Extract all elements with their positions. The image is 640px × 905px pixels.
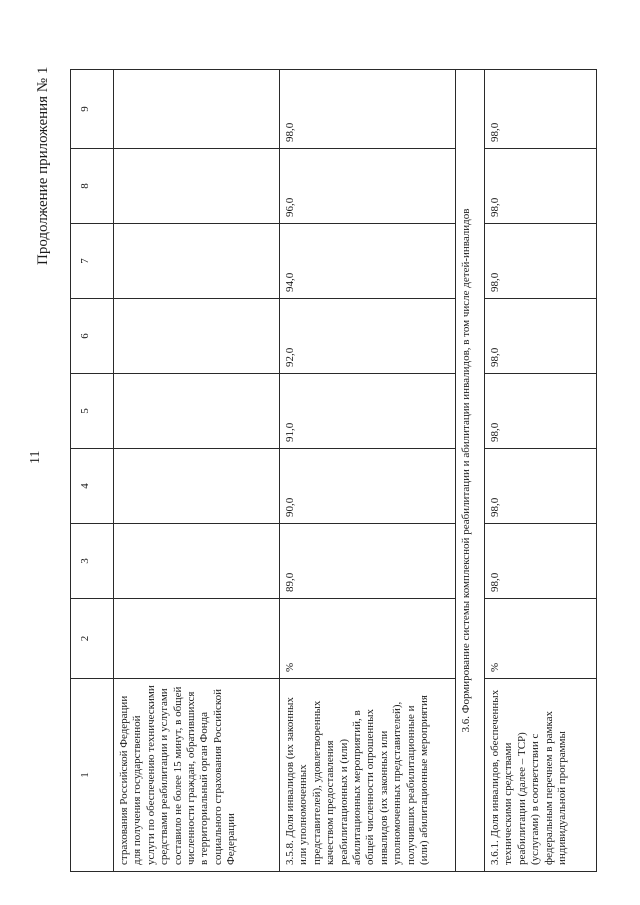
column-number: 7 — [71, 224, 114, 299]
value-cell: 89,0 — [280, 524, 456, 599]
section-heading: 3.6. Формирование системы комплексной реабилитации и абилитации инвалидов, в том числе детей-инвалидов — [456, 70, 485, 872]
value-cell — [114, 70, 280, 149]
column-number: 3 — [71, 524, 114, 599]
indicator-name: страхования Российской Федерации для получения государственной услуги по обеспечению техническими средствами реабилитации и услугами составило не более 15 минут, в общей численности граждан, обратившихся в территориальный орган Фонда социального страхования Российской Федерации — [114, 679, 280, 872]
value-cell: 92,0 — [280, 299, 456, 374]
value-cell: 98,0 — [485, 70, 597, 149]
unit-cell: % — [280, 599, 456, 679]
value-cell: 91,0 — [280, 374, 456, 449]
column-number: 5 — [71, 374, 114, 449]
indicators-table — [70, 69, 597, 872]
table-row — [485, 70, 597, 872]
column-number: 6 — [71, 299, 114, 374]
value-cell: 98,0 — [485, 299, 597, 374]
column-number: 8 — [71, 149, 114, 224]
value-cell: 98,0 — [485, 149, 597, 224]
value-cell: 96,0 — [280, 149, 456, 224]
continuation-title: Продолжение приложения № 1 — [35, 66, 51, 265]
section-heading-row — [456, 70, 485, 872]
table-row — [280, 70, 456, 872]
column-number: 1 — [71, 679, 114, 872]
column-number: 2 — [71, 599, 114, 679]
column-number: 9 — [71, 70, 114, 149]
column-number-row — [71, 70, 114, 872]
unit-cell — [114, 599, 280, 679]
value-cell: 90,0 — [280, 449, 456, 524]
page-number: 11 — [28, 450, 43, 464]
value-cell: 98,0 — [485, 449, 597, 524]
unit-cell: % — [485, 599, 597, 679]
table-row — [114, 70, 280, 872]
indicator-name: 3.6.1. Доля инвалидов, обеспеченных техническими средствами реабилитации (далее – ТСР) (услугами) в соответствии с федеральным перечнем в рамках индивидуальной программы — [485, 679, 597, 872]
value-cell: 98,0 — [485, 224, 597, 299]
column-number: 4 — [71, 449, 114, 524]
value-cell — [114, 299, 280, 374]
value-cell: 98,0 — [280, 70, 456, 149]
value-cell: 98,0 — [485, 524, 597, 599]
value-cell: 94,0 — [280, 224, 456, 299]
value-cell — [114, 149, 280, 224]
value-cell — [114, 524, 280, 599]
value-cell — [114, 224, 280, 299]
value-cell — [114, 449, 280, 524]
value-cell: 98,0 — [485, 374, 597, 449]
value-cell — [114, 374, 280, 449]
indicator-name: 3.5.8. Доля инвалидов (их законных или уполномоченных представителей), удовлетворенных качеством предоставления реабилитационных и (или) абилитационных мероприятий, в общей численности опрошенных инвалидов (их законных или уполномоченных представителей), получивших реабилитационные и (или) абилитационные мероприятия — [280, 679, 456, 872]
